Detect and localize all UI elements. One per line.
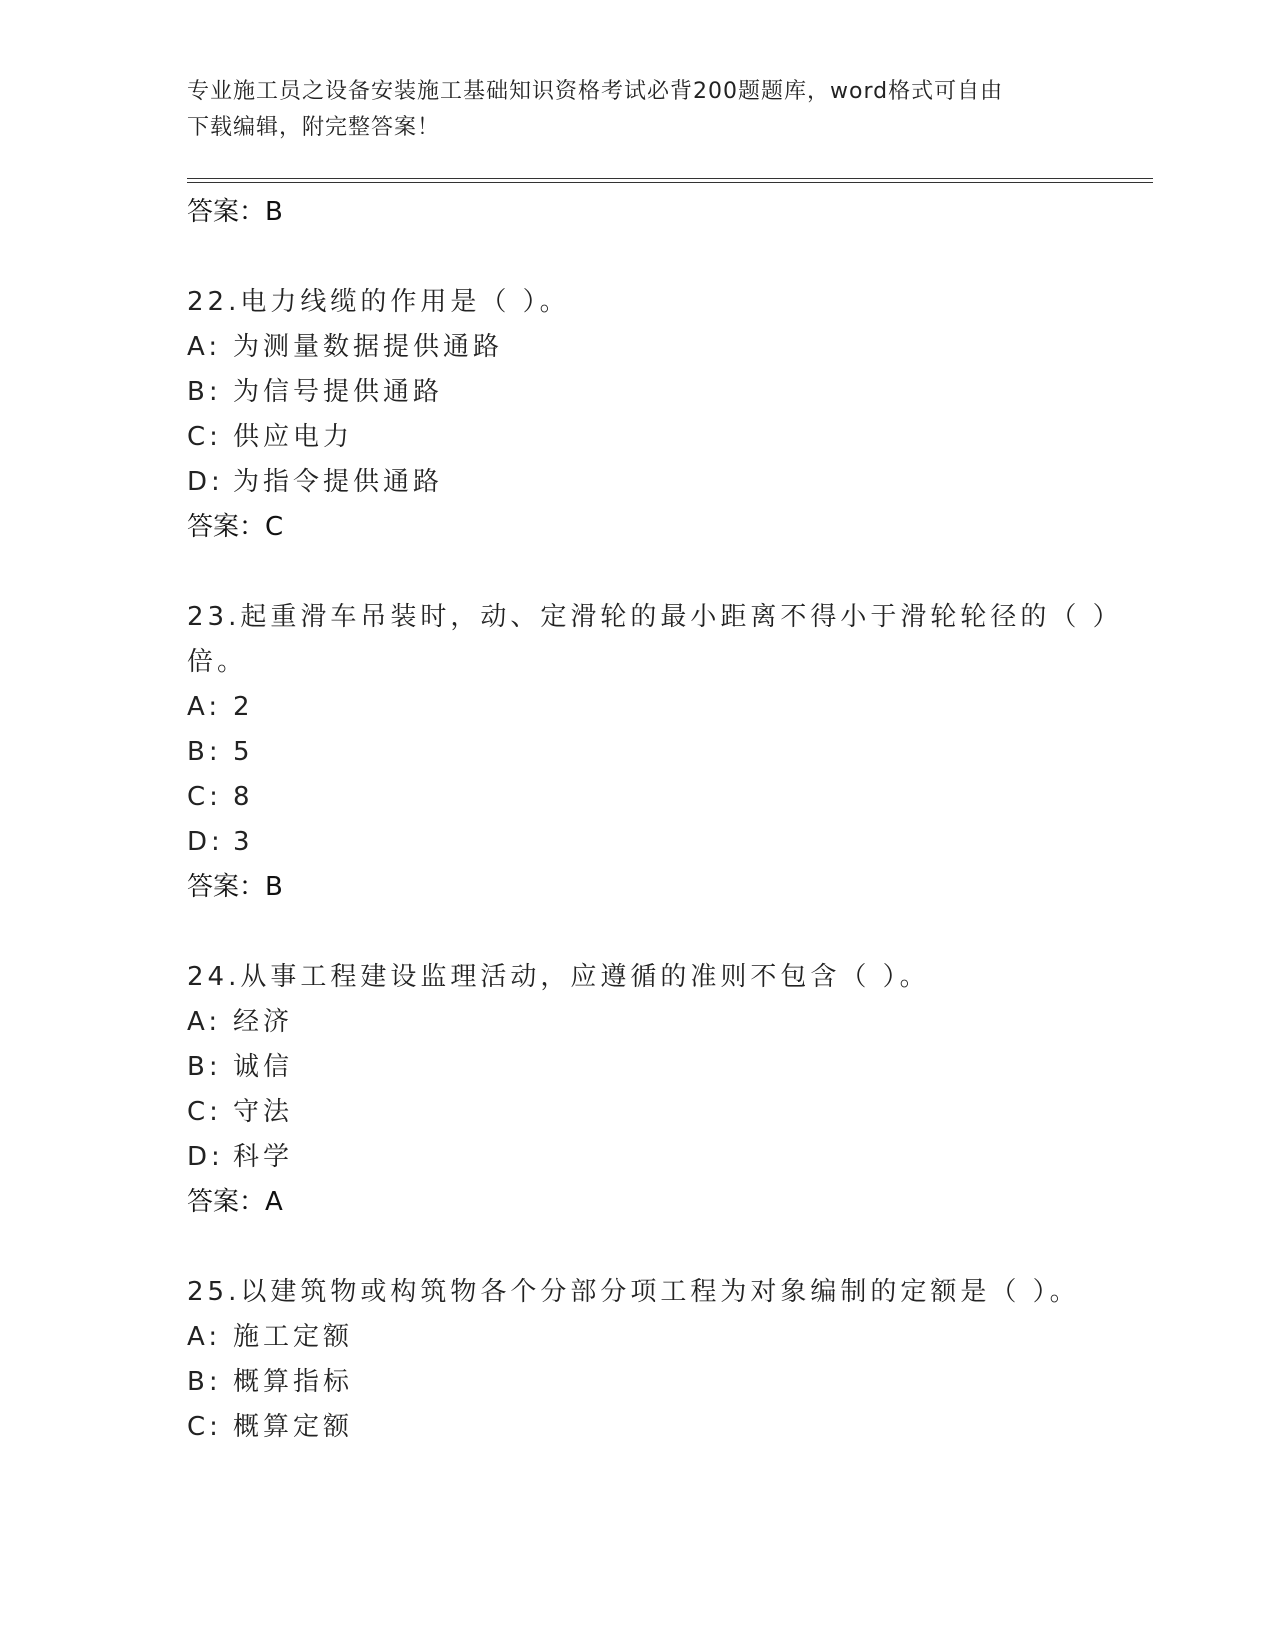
option-c xyxy=(187,415,1153,460)
question-24 xyxy=(187,955,1153,1224)
option-letter: D: xyxy=(187,827,224,857)
option-b xyxy=(187,1045,1153,1090)
question-text: 23.起重滑车吊装时，动、定滑轮的最小距离不得小于滑轮轮径的（ ）倍。 xyxy=(187,602,1123,677)
question-list xyxy=(187,190,1153,1450)
option-letter: D: xyxy=(187,467,224,497)
option-letter: C: xyxy=(187,1412,222,1442)
option-a xyxy=(187,1315,1153,1360)
option-text: 概算定额 xyxy=(233,1412,354,1442)
question-25 xyxy=(187,1270,1153,1450)
question-text: 24.从事工程建设监理活动，应遵循的准则不包含（ ）。 xyxy=(187,962,930,992)
option-a xyxy=(187,1000,1153,1045)
option-letter: A: xyxy=(187,332,222,362)
answer-line: 答案：B xyxy=(187,872,283,902)
option-letter: D: xyxy=(187,1142,224,1172)
option-text: 为信号提供通路 xyxy=(233,377,444,407)
document-header xyxy=(187,74,1087,146)
option-letter: C: xyxy=(187,422,222,452)
option-text: 诚信 xyxy=(233,1052,294,1082)
option-letter: B: xyxy=(187,1367,222,1397)
spacer xyxy=(187,234,1153,280)
question-23 xyxy=(187,595,1153,909)
answer-line: 答案：A xyxy=(187,1187,283,1217)
option-letter: C: xyxy=(187,1097,222,1127)
spacer xyxy=(187,1224,1153,1270)
answer-line: 答案：B xyxy=(187,197,283,227)
option-c xyxy=(187,775,1153,820)
option-a xyxy=(187,325,1153,370)
option-b xyxy=(187,1360,1153,1405)
option-letter: B: xyxy=(187,1052,222,1082)
option-d xyxy=(187,1135,1153,1180)
question-text: 22.电力线缆的作用是（ ）。 xyxy=(187,287,570,317)
option-letter: A: xyxy=(187,1007,222,1037)
option-a xyxy=(187,685,1153,730)
option-text: 3 xyxy=(233,827,254,857)
option-text: 经济 xyxy=(233,1007,294,1037)
option-c xyxy=(187,1405,1153,1450)
option-text: 供应电力 xyxy=(233,422,354,452)
option-text: 施工定额 xyxy=(233,1322,354,1352)
option-text: 2 xyxy=(233,692,254,722)
spacer xyxy=(187,549,1153,595)
spacer xyxy=(187,909,1153,955)
option-b xyxy=(187,730,1153,775)
question-22 xyxy=(187,280,1153,549)
header-line-2: 下载编辑，附完整答案！ xyxy=(187,115,441,140)
answer-line: 答案：C xyxy=(187,512,284,542)
option-text: 守法 xyxy=(233,1097,294,1127)
option-d xyxy=(187,820,1153,865)
option-text: 为指令提供通路 xyxy=(233,467,444,497)
option-text: 8 xyxy=(233,782,254,812)
option-c xyxy=(187,1090,1153,1135)
option-text: 科学 xyxy=(233,1142,294,1172)
option-text: 为测量数据提供通路 xyxy=(233,332,504,362)
header-divider xyxy=(187,178,1153,183)
option-b xyxy=(187,370,1153,415)
option-d xyxy=(187,460,1153,505)
question-text: 25.以建筑物或构筑物各个分部分项工程为对象编制的定额是（ ）。 xyxy=(187,1277,1080,1307)
header-line-1: 专业施工员之设备安装施工基础知识资格考试必背200题题库，word格式可自由 xyxy=(187,79,1004,104)
option-letter: A: xyxy=(187,692,222,722)
option-letter: B: xyxy=(187,377,222,407)
option-letter: C: xyxy=(187,782,222,812)
option-letter: A: xyxy=(187,1322,222,1352)
option-letter: B: xyxy=(187,737,222,767)
option-text: 概算指标 xyxy=(233,1367,354,1397)
option-text: 5 xyxy=(233,737,254,767)
